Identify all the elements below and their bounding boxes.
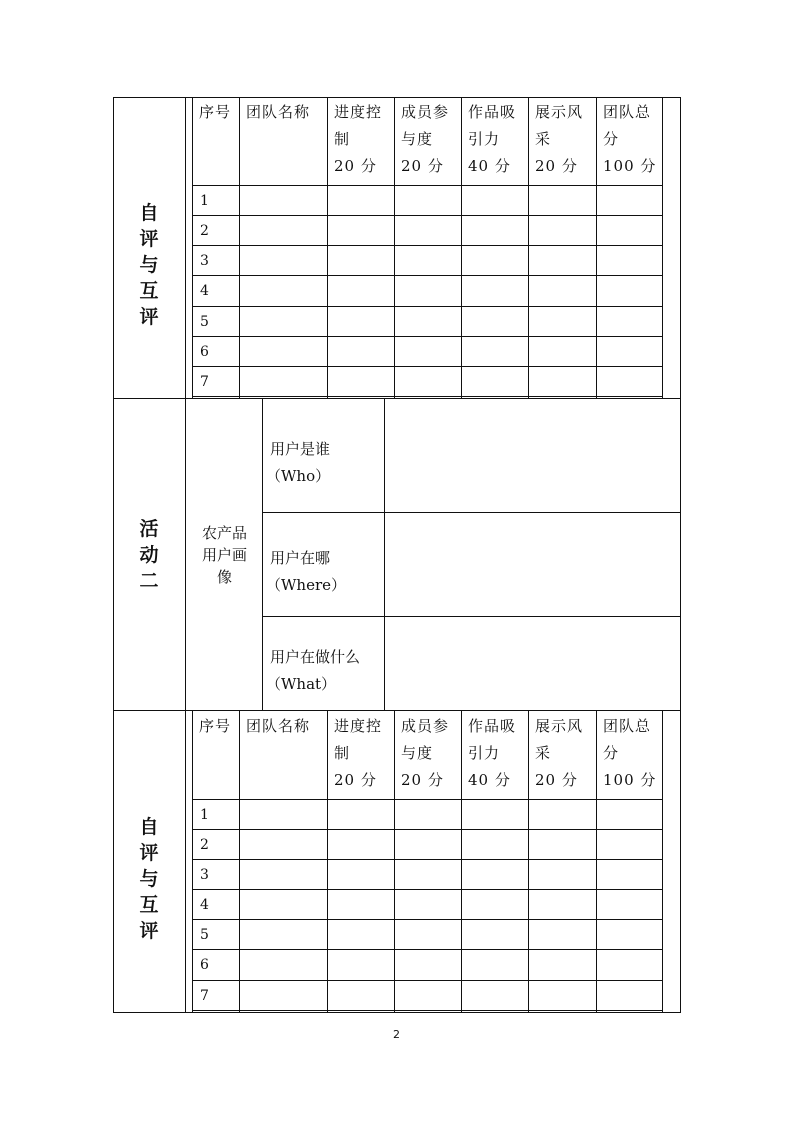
row-number: 3 bbox=[200, 253, 209, 269]
grid-line bbox=[192, 980, 663, 981]
grid-line bbox=[262, 398, 263, 710]
grid-line bbox=[192, 97, 193, 398]
row-number: 2 bbox=[200, 223, 209, 239]
section-separator bbox=[113, 398, 681, 399]
row-number: 3 bbox=[200, 867, 209, 883]
header-team-name: 团队名称 bbox=[246, 103, 311, 121]
grid-line bbox=[461, 710, 462, 1012]
grid-line bbox=[192, 336, 663, 337]
grid-line bbox=[192, 215, 663, 216]
grid-line bbox=[239, 97, 240, 398]
label-char: 评 bbox=[139, 842, 159, 864]
header-presentation: 展示风 采 20 分 bbox=[535, 103, 584, 175]
row-number: 4 bbox=[200, 283, 209, 299]
row-number: 6 bbox=[200, 957, 209, 973]
grid-line bbox=[192, 306, 663, 307]
row-number: 5 bbox=[200, 314, 209, 330]
label-char: 评 bbox=[139, 306, 159, 328]
grid-line bbox=[192, 710, 193, 1012]
section-label-self-peer-review bbox=[113, 200, 185, 330]
header-work-appeal: 作品吸 引力 40 分 bbox=[468, 103, 517, 175]
who-title: 用户是谁 bbox=[270, 440, 331, 458]
label-char: 评 bbox=[139, 228, 159, 250]
header-presentation: 展示风 采 20 分 bbox=[535, 717, 584, 789]
label-char: 动 bbox=[139, 544, 159, 566]
where-title: 用户在哪 bbox=[270, 549, 331, 567]
section-label-self-peer-review bbox=[113, 814, 185, 944]
grid-line bbox=[192, 275, 663, 276]
header-index: 序号 bbox=[199, 717, 232, 735]
grid-line bbox=[662, 97, 663, 398]
grid-line bbox=[384, 398, 385, 710]
grid-line bbox=[192, 829, 663, 830]
header-progress-control: 进度控 制 20 分 bbox=[334, 717, 383, 789]
grid-line bbox=[192, 919, 663, 920]
grid-line bbox=[192, 859, 663, 860]
grid-line bbox=[528, 710, 529, 1012]
where-english: （Where） bbox=[266, 576, 347, 594]
label-char: 二 bbox=[139, 570, 159, 592]
header-index: 序号 bbox=[199, 103, 232, 121]
label-char: 自 bbox=[139, 202, 159, 224]
label-char: 与 bbox=[139, 254, 159, 276]
what-title: 用户在做什么 bbox=[270, 648, 361, 666]
grid-line bbox=[394, 710, 395, 1012]
grid-line bbox=[327, 710, 328, 1012]
label-char: 互 bbox=[139, 280, 159, 302]
label-char: 活 bbox=[139, 518, 159, 540]
grid-line bbox=[192, 396, 663, 397]
grid-line bbox=[192, 245, 663, 246]
header-work-appeal: 作品吸 引力 40 分 bbox=[468, 717, 517, 789]
grid-line bbox=[192, 949, 663, 950]
row-number: 7 bbox=[200, 988, 209, 1004]
row-number: 5 bbox=[200, 927, 209, 943]
label-char: 与 bbox=[139, 868, 159, 890]
grid-line bbox=[327, 97, 328, 398]
header-team-total: 团队总 分 100 分 bbox=[603, 717, 657, 789]
table-bottom-border bbox=[113, 1012, 681, 1013]
grid-line bbox=[596, 710, 597, 1012]
grid-line bbox=[394, 97, 395, 398]
header-team-name: 团队名称 bbox=[246, 717, 311, 735]
grid-line bbox=[192, 1010, 663, 1011]
who-english: （Who） bbox=[266, 467, 331, 485]
label-char: 自 bbox=[139, 816, 159, 838]
page-number: 2 bbox=[393, 1028, 400, 1041]
grid-line bbox=[662, 710, 663, 1012]
where-answer-cell[interactable] bbox=[386, 514, 679, 615]
grid-line bbox=[461, 97, 462, 398]
grid-line bbox=[528, 97, 529, 398]
grid-line bbox=[192, 889, 663, 890]
row-number: 4 bbox=[200, 897, 209, 913]
header-member-participation: 成员参 与度 20 分 bbox=[401, 103, 450, 175]
label-char: 互 bbox=[139, 894, 159, 916]
row-number: 6 bbox=[200, 344, 209, 360]
row-number: 1 bbox=[200, 807, 209, 823]
user-persona-label: 农产品 用户画 像 bbox=[201, 524, 247, 586]
what-answer-cell[interactable] bbox=[386, 618, 679, 709]
label-char: 评 bbox=[139, 920, 159, 942]
header-progress-control: 进度控 制 20 分 bbox=[334, 103, 383, 175]
row-number: 2 bbox=[200, 837, 209, 853]
table-right-border bbox=[680, 97, 681, 1013]
header-team-total: 团队总 分 100 分 bbox=[603, 103, 657, 175]
grid-line bbox=[192, 185, 663, 186]
section-label-activity-two bbox=[113, 516, 185, 594]
row-number: 1 bbox=[200, 193, 209, 209]
grid-line bbox=[262, 512, 681, 513]
header-member-participation: 成员参 与度 20 分 bbox=[401, 717, 450, 789]
grid-line bbox=[192, 366, 663, 367]
grid-line bbox=[192, 799, 663, 800]
grid-line bbox=[262, 616, 681, 617]
label-column-divider bbox=[185, 97, 186, 1013]
who-answer-cell[interactable] bbox=[386, 400, 679, 511]
grid-line bbox=[239, 710, 240, 1012]
row-number: 7 bbox=[200, 374, 209, 390]
what-english: （What） bbox=[266, 675, 337, 693]
grid-line bbox=[596, 97, 597, 398]
